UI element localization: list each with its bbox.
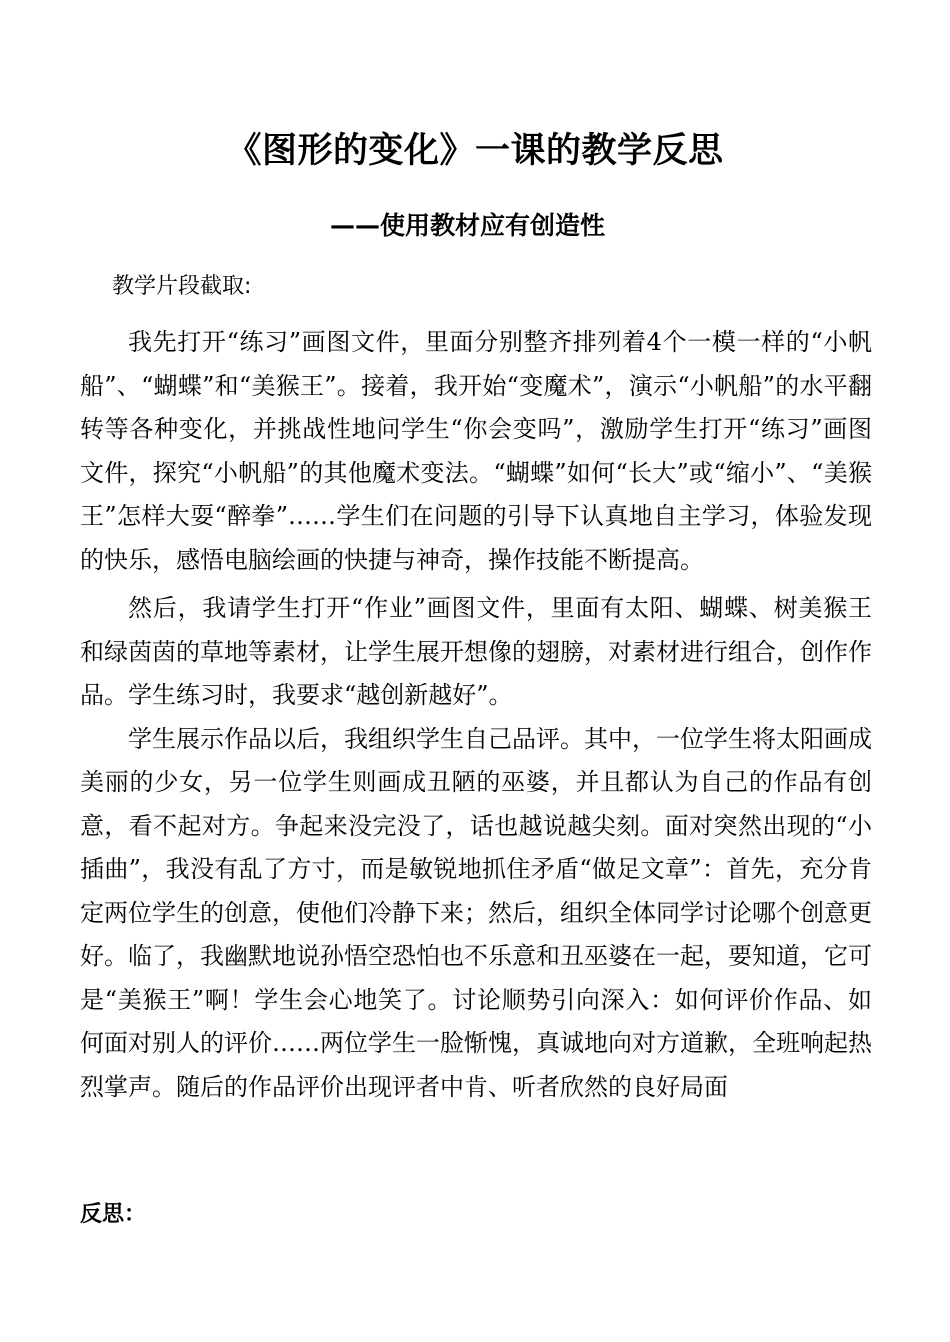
section-label-excerpt: 教学片段截取: [112, 274, 252, 299]
body-text [80, 321, 872, 1109]
paragraph: 学生展示作品以后，我组织学生自己品评。其中，一位学生将太阳画成美丽的少女，另一位学生则画成丑陋的巫婆，并且都认为自己的作品有创意，看不起对方。争起来没完没了，话也越说越尖刻。面对突然出现的“小插曲”，我没有乱了方寸，而是敏锐地抓住矛盾“做足文章”：首先，充分肯定两位学生的创意，使他们冷静下来；然后，组织全体同学讨论哪个创意更好。临了，我幽默地说孙悟空恐怕也不乐意和丑巫婆在一起，要知道，它可是“美猴王”啊！学生会心地笑了。讨论顺势引向深入：如何评价作品、如何面对别人的评价……两位学生一脸惭愧，真诚地向对方道歉，全班响起热烈掌声。随后的作品评价出现评者中肯、听者欣然的良好局面 [80, 724, 872, 1101]
document-subtitle: ——使用教材应有创造性 [330, 211, 606, 240]
paragraph: 然后，我请学生打开“作业”画图文件，里面有太阳、蝴蝶、树美猴王和绿茵茵的草地等素材，让学生展开想像的翅膀，对素材进行组合，创作作品。学生练习时，我要求“越创新越好”。 [80, 594, 872, 709]
document-title: 《图形的变化》一课的教学反思 [226, 131, 724, 171]
section-label-reflection: 反思： [80, 1202, 147, 1227]
paragraph: 我先打开“练习”画图文件，里面分别整齐排列着4个一模一样的“小帆船”、“蝴蝶”和“美猴王”。接着，我开始“变魔术”，演示“小帆船”的水平翻转等各种变化，并挑战性地问学生“你会变吗”，激励学生打开“练习”画图文件，探究“小帆船”的其他魔术变法。“蝴蝶”如何“长大”或“缩小”、“美猴王”怎样大耍“醉拳”……学生们在问题的引导下认真地自主学习，体验发现的快乐，感悟电脑绘画的快捷与神奇，操作技能不断提高。 [80, 328, 872, 574]
